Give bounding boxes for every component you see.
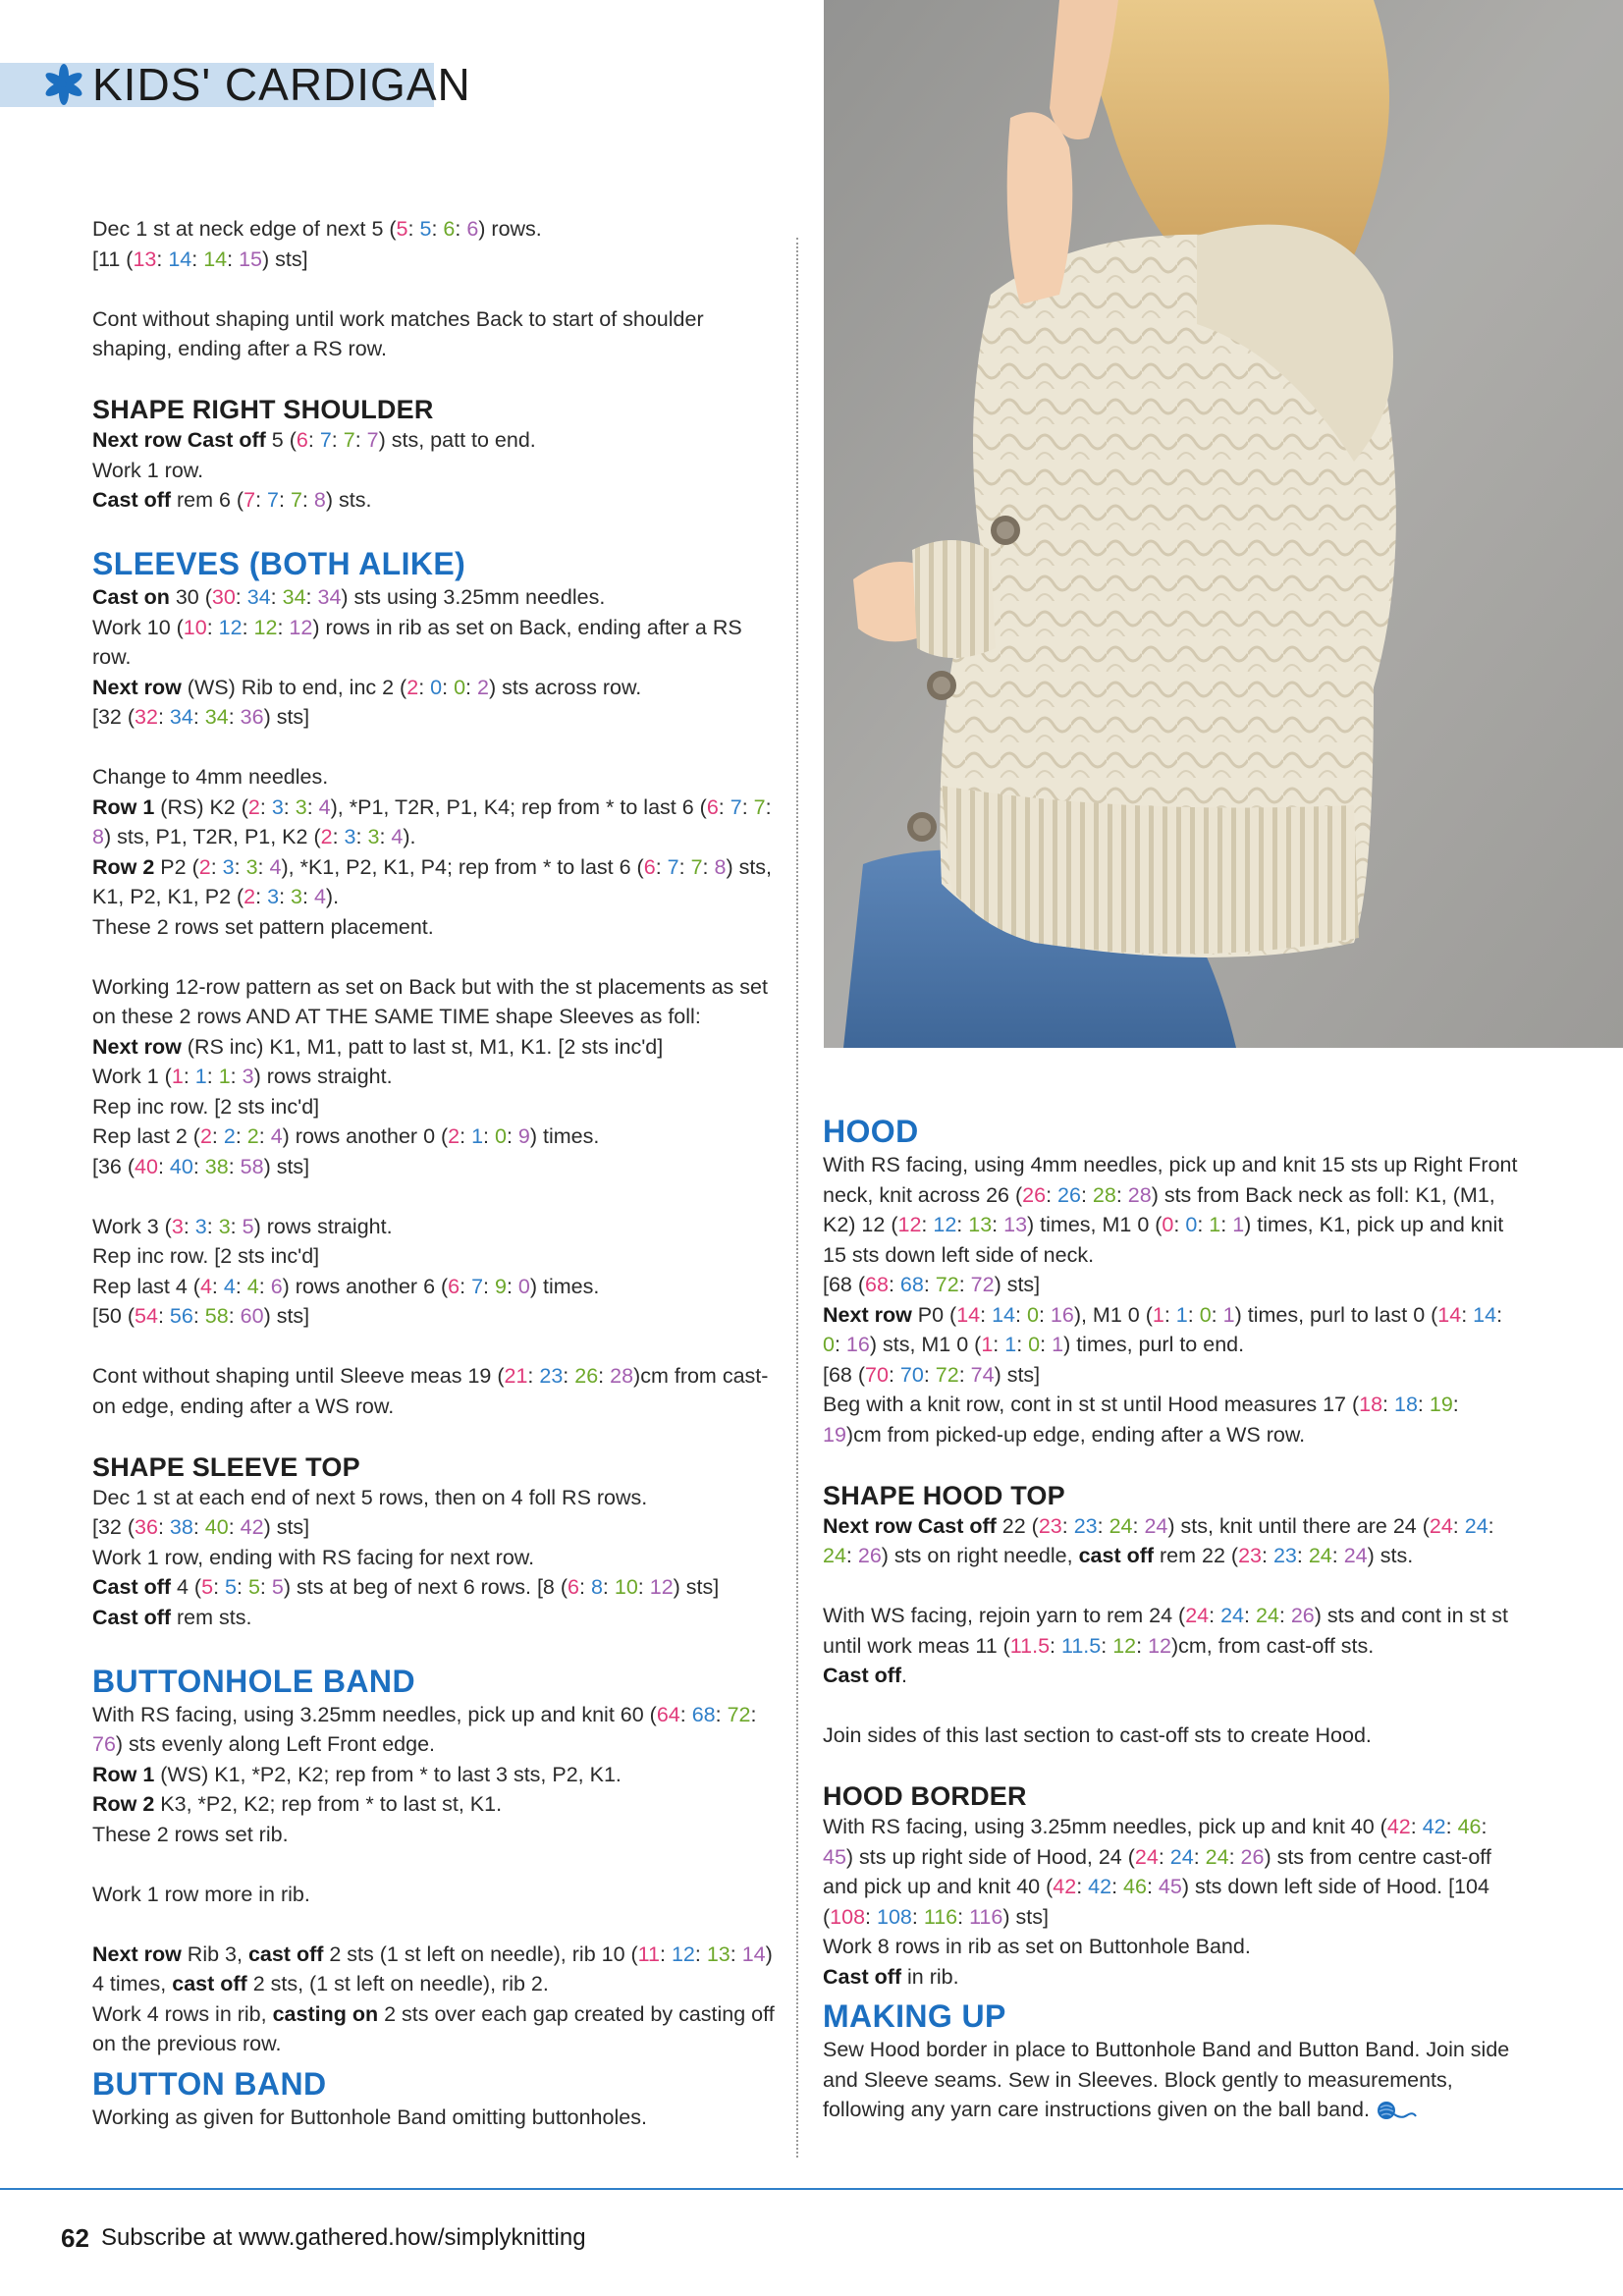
subscribe-link[interactable]: Subscribe at www.gathered.how/simplyknitting: [101, 2224, 586, 2251]
shape-hood-top-join: Join sides of this last section to cast-off sts to create Hood.: [823, 1723, 1372, 1747]
neck-shaping: Dec 1 st at neck edge of next 5 (5: 5: 6: 6) rows. [11 (13: 14: 14: 15) sts]: [92, 217, 542, 271]
shape-hood-top-next-row: Next row Cast off 22 (23: 23: 24: 24) sts, knit until there are 24 (24: 24: 24: 26) sts on right needle, cast off rem 22 (23: 23: 24: 24) sts.: [823, 1513, 1494, 1567]
footer-rule: [0, 2188, 1623, 2190]
cont-without-shaping: Cont without shaping until work matches Back to start of shoulder shaping, ending after a RS row.: [92, 306, 704, 360]
shape-hood-top-ws: With WS facing, rejoin yarn to rem 24 (24: 24: 24: 26) sts and cont in st st until work meas 11 (11.5: 11.5: 12: 12)cm, from cast-off sts. Cast off.: [823, 1604, 1508, 1687]
column-divider: [796, 238, 798, 2158]
heading-button-band: BUTTON BAND: [92, 2065, 327, 2102]
right-column: [823, 1107, 1520, 2155]
heading-shape-hood-top: SHAPE HOOD TOP: [823, 1480, 1065, 1510]
hood-border-text: With RS facing, using 3.25mm needles, pick up and knit 40 (42: 42: 46: 45) sts up right side of Hood, 24 (24: 24: 24: 26) sts from centre cast-off and pick up and knit 40 (42: 42: 46: 45) sts down left side of Hood. [104 (108: 108: 116: 116) sts] Work 8 rows in rib as set on Buttonhole Band. Cast off in rib.: [823, 1815, 1491, 1989]
asterisk-flower-icon: [39, 59, 88, 108]
heading-buttonhole-band: BUTTONHOLE BAND: [92, 1663, 415, 1699]
page-number: 62: [61, 2223, 89, 2253]
sleeves-shaping: Working 12-row pattern as set on Back but with the st placements as set on these 2 rows AND AT THE SAME TIME shape Sleeves as foll: Next row (RS inc) K1, M1, patt to last st, M1, K1. [2 sts inc'd] Work 1 (1: 1: 1: 3) rows straight. Rep inc row. [2 sts inc'd] Rep last 2 (2: 2: 2: 4) rows another 0 (2: 1: 0: 9) times. [36 (40: 40: 38: 58) sts]: [92, 974, 768, 1178]
sleeves-cast-on: Cast on 30 (30: 34: 34: 34) sts using 3.25mm needles. Work 10 (10: 12: 12: 12) rows in rib as set on Back, ending after a RS row. Next row (WS) Rib to end, inc 2 (2: 0: 0: 2) sts across row. [32 (32: 34: 34: 36) sts]: [92, 585, 742, 729]
buttonhole-more: Work 1 row more in rib.: [92, 1882, 310, 1906]
heading-shape-sleeve-top: SHAPE SLEEVE TOP: [92, 1451, 360, 1482]
sleeves-pattern-rows: Change to 4mm needles. Row 1 (RS) K2 (2: 3: 3: 4), *P1, T2R, P1, K4; rep from * to last 6 (6: 7: 7: 8) sts, P1, T2R, P1, K2 (2: 3: 3: 4). Row 2 P2 (2: 3: 3: 4), *K1, P2, K1, P4; rep from * to last 6 (6: 7: 7: 8) sts, K1, P2, K1, P2 (2: 3: 3: 4). These 2 rows set pattern placement.: [92, 765, 773, 939]
left-column: [92, 214, 780, 2162]
shape-right-shoulder-text: Next row Cast off 5 (6: 7: 7: 7) sts, patt to end. Work 1 row. Cast off rem 6 (7: 7: 7: 8) sts.: [92, 428, 536, 512]
shape-sleeve-top-text: Dec 1 st at each end of next 5 rows, then on 4 foll RS rows. [32 (36: 38: 40: 42) sts] Work 1 row, ending with RS facing for next row. Cast off 4 (5: 5: 5: 5) sts at beg of next 6 rows. [8 (6: 8: 10: 12) sts] Cast off rem sts.: [92, 1485, 720, 1629]
sleeves-cont: Cont without shaping until Sleeve meas 19 (21: 23: 26: 28)cm from cast-on edge, ending after a WS row.: [92, 1364, 769, 1418]
buttonhole-band-text: With RS facing, using 3.25mm needles, pick up and knit 60 (64: 68: 72: 76) sts evenly along Left Front edge. Row 1 (WS) K1, *P2, K2; rep from * to last 3 sts, P2, K1. Row 2 K3, *P2, K2; rep from * to last st, K1. These 2 rows set rib.: [92, 1702, 757, 1846]
page-title: KIDS' CARDIGAN: [92, 59, 471, 110]
sleeves-shaping-2: Work 3 (3: 3: 3: 5) rows straight. Rep inc row. [2 sts inc'd] Rep last 4 (4: 4: 4: 6) rows another 6 (6: 7: 9: 0) times. [50 (54: 56: 58: 60) sts]: [92, 1214, 600, 1328]
hood-text: With RS facing, using 4mm needles, pick up and knit 15 sts up Right Front neck, knit across 26 (26: 26: 28: 28) sts from Back neck as foll: K1, (M1, K2) 12 (12: 12: 13: 13) times, M1 0 (0: 0: 1: 1) times, K1, pick up and knit 15 sts down left side of neck. [68 (68: 68: 72: 72) sts] Next row P0 (14: 14: 0: 16), M1 0 (1: 1: 0: 1) times, purl to last 0 (14: 14: 0: 16) sts, M1 0 (1: 1: 0: 1) times, purl to end. [68 (70: 70: 72: 74) sts] Beg with a knit row, cont in st st until Hood measures 17 (18: 18: 19: 19)cm from picked-up edge, ending after a WS row.: [823, 1153, 1518, 1447]
heading-sleeves: SLEEVES (BOTH ALIKE): [92, 546, 466, 581]
yarn-ball-icon: [1376, 2100, 1417, 2121]
heading-hood: HOOD: [823, 1114, 919, 1149]
heading-shape-right-shoulder: SHAPE RIGHT SHOULDER: [92, 395, 434, 424]
making-up-text: Sew Hood border in place to Buttonhole Band and Button Band. Join side and Sleeve seams. Sew in Sleeves. Block gently to measurements, following any yarn care instructions given on the ball band.: [823, 2038, 1510, 2121]
heading-hood-border: HOOD BORDER: [823, 1781, 1027, 1811]
button-band-text: Working as given for Buttonhole Band omitting buttonholes.: [92, 2105, 647, 2129]
heading-making-up: MAKING UP: [823, 1998, 1006, 2034]
buttonhole-next-row: Next row Rib 3, cast off 2 sts (1 st left on needle), rib 10 (11: 12: 13: 14) 4 times, cast off 2 sts, (1 st left on needle), rib 2. Work 4 rows in rib, casting on 2 sts over each gap created by casting off on the previous row.: [92, 1941, 775, 2055]
cardigan-photo: [824, 0, 1623, 1048]
